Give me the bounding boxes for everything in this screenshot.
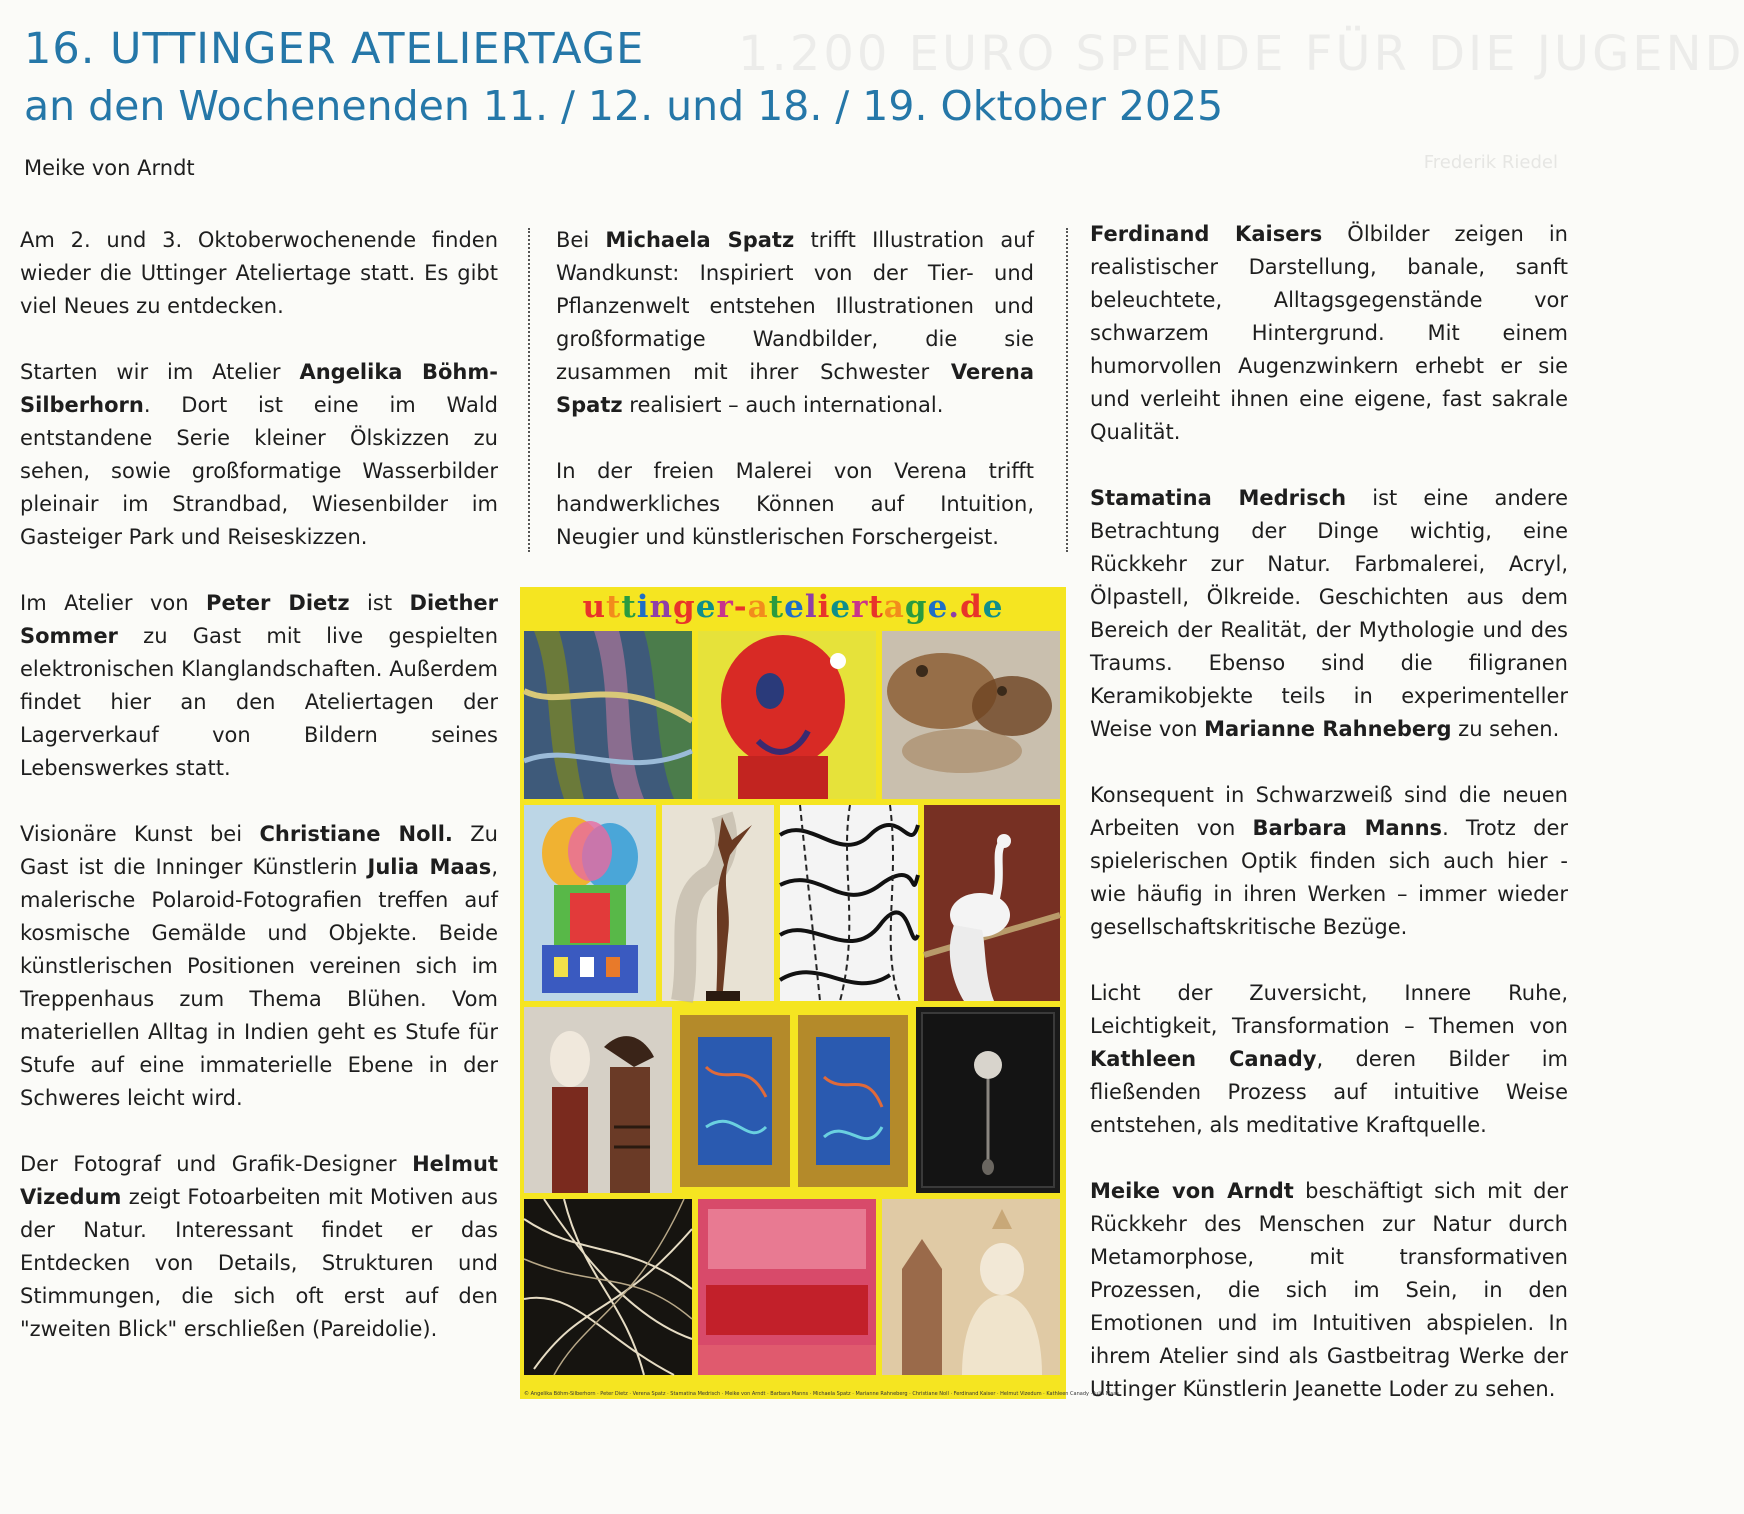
paragraph-text: zu Gast mit live gespielten elektronischen Klanglandschaften. Außerdem findet hier an den Ateliertagen der Lagerverkauf von Bildern seines Lebenswerkes statt. [20, 624, 498, 780]
artist-name: Stamatina Medrisch [1090, 486, 1347, 510]
poster-url-letter: u [582, 589, 607, 625]
paragraph-text: Im Atelier von [20, 591, 207, 615]
poster-url-letter: i [636, 589, 650, 625]
tangled-lines-photo-artwork [524, 1199, 692, 1375]
artist-name: Meike von Arndt [1090, 1179, 1294, 1203]
ateliertage-poster [520, 587, 1119, 1399]
paragraph-text: Bei [556, 228, 606, 252]
artist-name: Kathleen Canady [1090, 1047, 1317, 1071]
ceramic-heads-artwork [524, 1007, 672, 1193]
poster-url-letter: r [716, 589, 734, 625]
paragraph-text: Konsequent in Schwarzweiß sind die neuen Arbeiten von [1090, 783, 1568, 840]
paragraph-text: Zu Gast ist die Inninger Künstlerin [20, 822, 498, 879]
paragraph-text: realisiert – auch international. [622, 393, 944, 417]
column-divider [1066, 228, 1068, 552]
poster-url-letter: - [733, 589, 748, 625]
poster-url-letter: t [606, 589, 622, 625]
paragraph-text: Der Fotograf und Grafik-Designer [20, 1152, 413, 1176]
article-paragraph [556, 455, 1034, 554]
poster-url-letter: r [851, 589, 869, 625]
bronze-figure-artwork [662, 805, 774, 1001]
paragraph-text: In der freien Malerei von Verena trifft handwerkliches Können auf Intuition, Neugier und künstlerischen Forschergeist. [556, 459, 1034, 549]
poster-url-letter: d [960, 589, 983, 625]
forest-sketch-artwork [524, 631, 692, 799]
red-face-artwork [698, 631, 876, 799]
article-subtitle: an den Wochenenden 11. / 12. und 18. / 19. Oktober 2025 [24, 82, 1224, 130]
artist-name: Helmut Vizedum [20, 1152, 498, 1209]
text-column-1 [20, 224, 498, 1379]
poster-url-letter: e [695, 589, 717, 625]
poster-url-letter: e [982, 589, 1004, 625]
golden-diptych-artwork [676, 1007, 912, 1193]
paragraph-text: Starten wir im Atelier [20, 360, 300, 384]
text-column-3 [1090, 218, 1568, 1439]
artist-name: Marianne Rahneberg [1204, 717, 1452, 741]
background-bleed-author: Frederik Riedel [1423, 152, 1558, 173]
poster-url-letter: t [868, 589, 884, 625]
background-bleed-heading: 1.200 EURO SPENDE FÜR DIE JUGEND [738, 26, 1744, 82]
paragraph-text: , malerische Polaroid-Fotografien treffen auf kosmische Gemälde und Objekte. Beide künstlerischen Positionen vereinen sich im Treppenhaus zum Thema Blühen. Vom materiellen Alltag in Indien geht es Stufe für Stufe auf eine immaterielle Ebene in der Schweres leicht wird. [20, 855, 498, 1110]
buddha-polaroid-artwork [882, 1199, 1060, 1375]
column-divider [528, 228, 530, 552]
artist-name: Barbara Manns [1252, 816, 1443, 840]
article-paragraph [20, 356, 498, 554]
paragraph-text: beschäftigt sich mit der Rückkehr des Menschen zur Natur durch Metamorphose, mit transformativen Prozessen, die sich im Sein, in den Emotionen und im Intuitiven abspielen. In ihrem Atelier sind als Gastbeitrag Werke der Uttinger Künstlerin Jeanette Loder zu sehen. [1090, 1179, 1568, 1401]
poster-url-letter: a [747, 589, 769, 625]
article-paragraph [20, 818, 498, 1115]
paragraph-text: zeigt Fotoarbeiten mit Motiven aus der Natur. Interessant findet er das Entdecken von Details, Strukturen und Stimmungen, die sich oft erst auf den "zweiten Blick" erschließen (Pareidolie). [20, 1185, 498, 1341]
paragraph-text: trifft Illustration auf Wandkunst: Inspiriert von der Tier- und Pflanzenwelt entstehen Illustrationen und großformatige Wandbilder, die sie zusammen mit ihrer Schwester [556, 228, 1034, 384]
red-color-field-artwork [698, 1199, 876, 1375]
poster-url-letter: t [621, 589, 637, 625]
artist-name: Christiane Noll. [259, 822, 453, 846]
artist-name: Ferdinand Kaisers [1090, 222, 1323, 246]
paragraph-text: , deren Bilder im fließenden Prozess auf intuitive Weise entstehen, als meditative Kraftquelle. [1090, 1047, 1568, 1137]
poster-url-letter: e [830, 589, 852, 625]
white-peacock-artwork [924, 805, 1060, 1001]
poster-url-letter: e [927, 589, 949, 625]
paragraph-text: . Trotz der spielerischen Optik finden sich auch hier - wie häufig in ihren Werken – immer wieder gesellschaftskritische Bezüge. [1090, 816, 1569, 939]
paragraph-text: ist [349, 591, 410, 615]
article-paragraph [20, 587, 498, 785]
poster-url-letter: g [904, 589, 928, 625]
artist-name: Julia Maas [367, 855, 492, 879]
paragraph-text: ist eine andere Betrachtung der Dinge wichtig, eine Rückkehr zur Natur. Farbmalerei, Acryl, Ölpastell, Ölkreide. Geschichten aus dem Bereich der Realität, der Mythologie und des Traums. Ebenso sind die filigranen Keramikobjekte teils in experimenteller Weise von [1090, 486, 1568, 741]
artist-name: Verena Spatz [556, 360, 1034, 417]
article-title: 16. UTTINGER ATELIERTAGE [24, 24, 645, 74]
article-paragraph [1090, 779, 1568, 944]
poster-url-letter: . [948, 589, 961, 625]
poster-url-letter: n [649, 589, 674, 625]
article-paragraph [1090, 218, 1568, 449]
artist-name: Peter Dietz [206, 591, 350, 615]
article-author: Meike von Arndt [24, 156, 195, 180]
poster-credits: © Angelika Böhm-Silberhorn · Peter Dietz · Verena Spatz · Stamatina Medrisch · Meike von Arndt · Barbara Manns · Michaela Spatz · Marianne Rahneberg · Christiane Noll · Ferdinand Kaiser · Helmut Vizedum · Kathleen Canady · Julia Maas [524, 1391, 1119, 1397]
artist-name: Angelika Böhm-Silberhorn [20, 360, 498, 417]
dark-still-life-artwork [916, 1007, 1060, 1193]
article-paragraph [1090, 482, 1568, 746]
earth-texture-artwork [882, 631, 1060, 799]
paragraph-text: Visionäre Kunst bei [20, 822, 260, 846]
poster-url-letter: g [673, 589, 696, 625]
poster-url-letter: l [804, 589, 818, 625]
paragraph-text: Ölbilder zeigen in realistischer Darstellung, banale, sanft beleuchtete, Alltagsgegenstände vor schwarzem Hintergrund. Mit einem humorvollen Augenzwinkern erhebt er sie und verleiht ihnen eine eigene, fast sakrale Qualität. [1090, 222, 1568, 444]
paragraph-text: Am 2. und 3. Oktoberwochenende finden wieder die Uttinger Ateliertage statt. Es gibt viel Neues zu entdecken. [20, 228, 498, 318]
article-paragraph [556, 224, 1034, 422]
article-paragraph [1090, 977, 1568, 1142]
poster-url-letter: e [784, 589, 805, 625]
poster-url-letter: t [768, 589, 785, 625]
text-column-2 [556, 224, 1034, 587]
article-paragraph [20, 1148, 498, 1346]
article-paragraph [20, 224, 498, 323]
colorful-figures-artwork [524, 805, 656, 1001]
black-white-pattern-artwork [780, 805, 918, 1001]
artist-name: Diether Sommer [20, 591, 499, 648]
paragraph-text: . Dort ist eine im Wald entstandene Serie kleiner Ölskizzen zu sehen, sowie großformatige Wasserbilder pleinair im Strandbad, Wiesenbilder im Gasteiger Park und Reiseskizzen. [20, 393, 498, 549]
poster-url-letter: a [883, 589, 905, 625]
poster-url-letter: i [817, 589, 831, 625]
paragraph-text: Licht der Zuversicht, Innere Ruhe, Leichtigkeit, Transformation – Themen von [1090, 981, 1568, 1038]
poster-url [520, 589, 1066, 625]
artist-name: Michaela Spatz [605, 228, 795, 252]
paragraph-text: zu sehen. [1451, 717, 1560, 741]
article-paragraph [1090, 1175, 1568, 1406]
